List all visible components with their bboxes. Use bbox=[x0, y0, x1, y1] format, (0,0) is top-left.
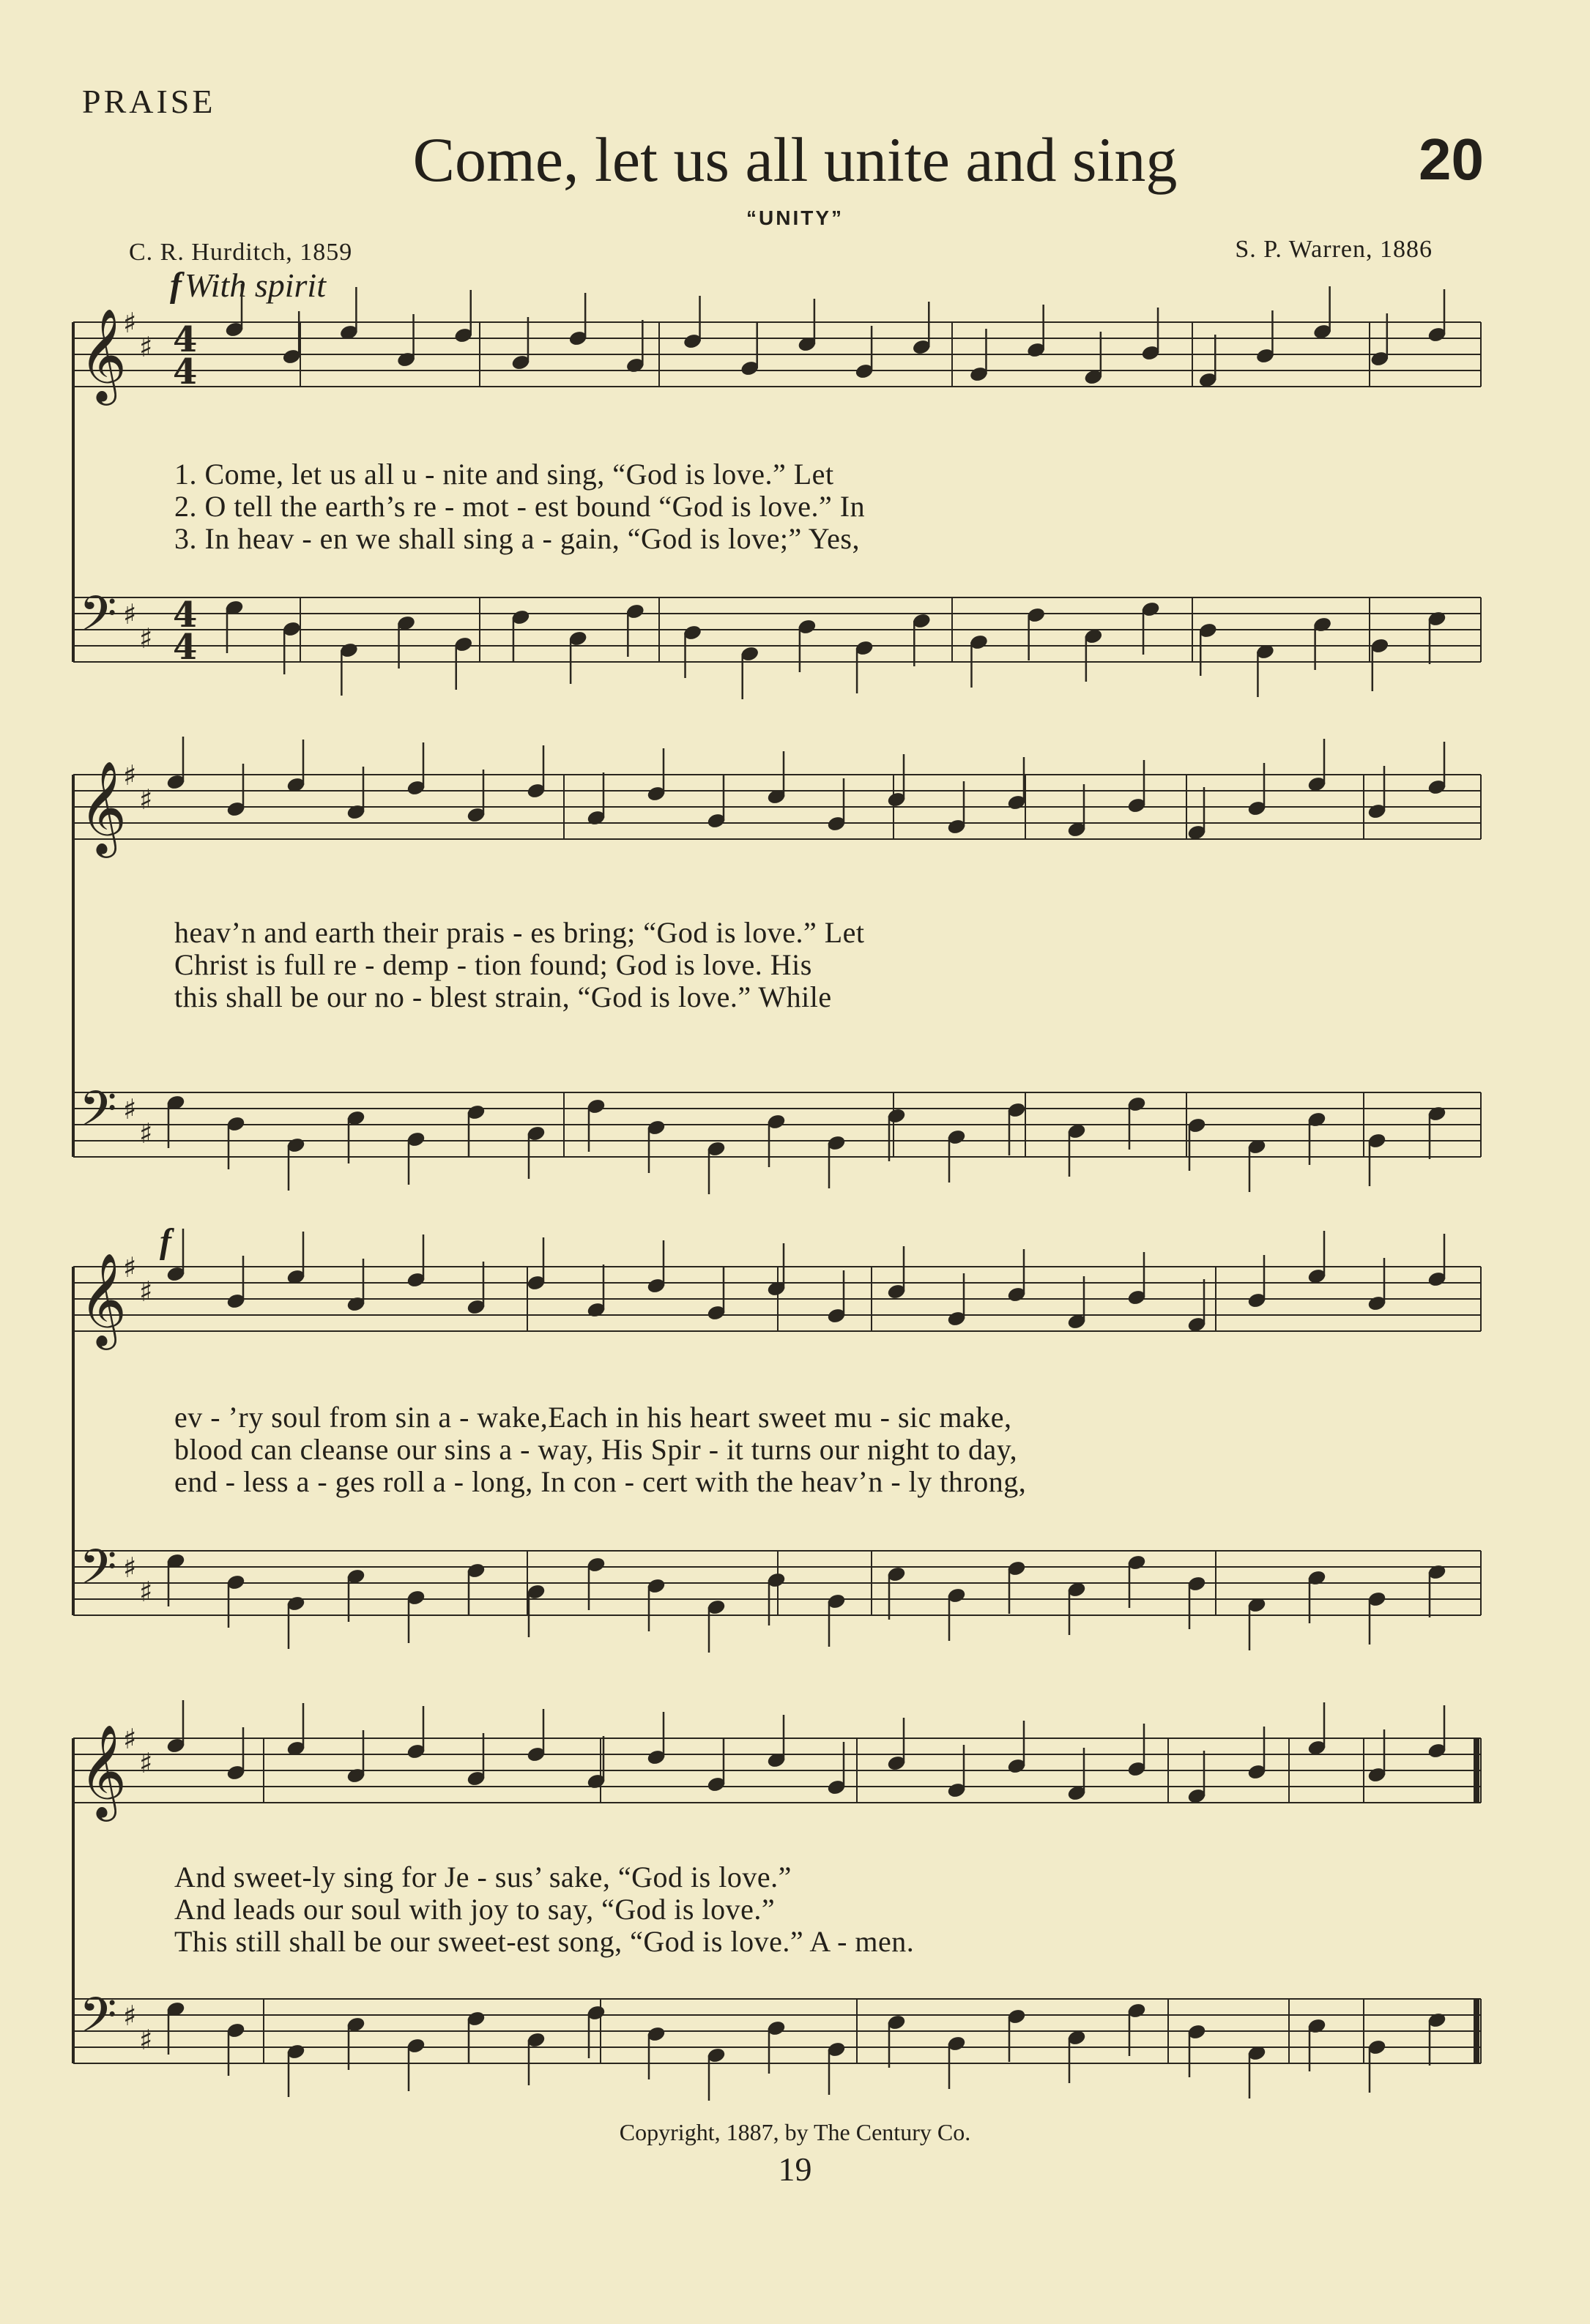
sharp-icon: ♯ bbox=[123, 1251, 137, 1284]
treble-clef-icon: 𝄞 bbox=[79, 1724, 127, 1817]
lyric-line: blood can cleanse our sins a - way, His Spir - it turns our night to day, bbox=[174, 1433, 1018, 1466]
sharp-icon: ♯ bbox=[139, 2024, 153, 2056]
tune-name: “UNITY” bbox=[746, 206, 844, 229]
author-credit: C. R. Hurditch, 1859 bbox=[129, 239, 353, 266]
sharp-icon: ♯ bbox=[123, 1723, 137, 1755]
sharp-icon: ♯ bbox=[139, 622, 153, 655]
sharp-icon: ♯ bbox=[123, 759, 137, 792]
time-signature: 4 bbox=[173, 595, 198, 636]
section-label: PRAISE bbox=[82, 83, 216, 120]
hymn-title: Come, let us all unite and sing bbox=[412, 124, 1178, 195]
treble-clef-icon: 𝄞 bbox=[79, 1252, 127, 1346]
composer-credit: S. P. Warren, 1886 bbox=[1235, 236, 1433, 263]
treble-clef-icon: 𝄞 bbox=[79, 308, 127, 401]
sharp-icon: ♯ bbox=[123, 2000, 137, 2032]
page-number: 19 bbox=[778, 2150, 812, 2188]
lyric-line: Christ is full re - demp - tion found; God is love. His bbox=[174, 948, 812, 981]
sharp-icon: ♯ bbox=[139, 1275, 153, 1308]
sharp-icon: ♯ bbox=[123, 307, 137, 339]
lyric-line: 2. O tell the earth’s re - mot - est bound “God is love.” In bbox=[174, 490, 866, 523]
treble-clef-icon: 𝄞 bbox=[79, 760, 127, 854]
bass-clef-icon: 𝄢 bbox=[79, 586, 117, 654]
copyright-notice: Copyright, 1887, by The Century Co. bbox=[619, 2119, 971, 2145]
expression-text: With spirit bbox=[184, 267, 326, 304]
sharp-icon: ♯ bbox=[139, 1747, 153, 1779]
lyric-line: 1. Come, let us all u - nite and sing, “God is love.” Let bbox=[174, 458, 834, 491]
sharp-icon: ♯ bbox=[139, 1576, 153, 1608]
lyric-line: This still shall be our sweet-est song, “God is love.” A - men. bbox=[174, 1925, 915, 1958]
sharp-icon: ♯ bbox=[139, 1117, 153, 1150]
lyric-line: And leads our soul with joy to say, “God is love.” bbox=[174, 1893, 776, 1926]
sharp-icon: ♯ bbox=[123, 1093, 137, 1125]
sharp-icon: ♯ bbox=[139, 783, 153, 816]
lyric-line: ev - ’ry soul from sin a - wake,Each in his heart sweet mu - sic make, bbox=[174, 1401, 1012, 1434]
sharp-icon: ♯ bbox=[123, 1552, 137, 1584]
time-signature: 4 bbox=[173, 351, 198, 392]
lyric-line: 3. In heav - en we shall sing a - gain, “God is love;” Yes, bbox=[174, 522, 860, 555]
bass-clef-icon: 𝄢 bbox=[79, 1539, 117, 1607]
lyric-line: And sweet-ly sing for Je - sus’ sake, “God is love.” bbox=[174, 1861, 792, 1893]
time-signature: 4 bbox=[173, 319, 198, 360]
bass-clef-icon: 𝄢 bbox=[79, 1987, 117, 2055]
bass-clef-icon: 𝄢 bbox=[79, 1081, 117, 1149]
lyric-line: heav’n and earth their prais - es bring; “God is love.” Let bbox=[174, 916, 865, 949]
sharp-icon: ♯ bbox=[139, 331, 153, 363]
dynamic-forte-second: f bbox=[160, 1222, 171, 1261]
lyric-line: end - less a - ges roll a - long, In con - cert with the heav’n - ly throng, bbox=[174, 1465, 1027, 1498]
hymn-number: 20 bbox=[1419, 127, 1484, 192]
lyric-line: this shall be our no - blest strain, “God is love.” While bbox=[174, 980, 832, 1013]
dynamic-forte: f bbox=[170, 266, 182, 305]
sharp-icon: ♯ bbox=[123, 598, 137, 630]
time-signature: 4 bbox=[173, 627, 198, 668]
